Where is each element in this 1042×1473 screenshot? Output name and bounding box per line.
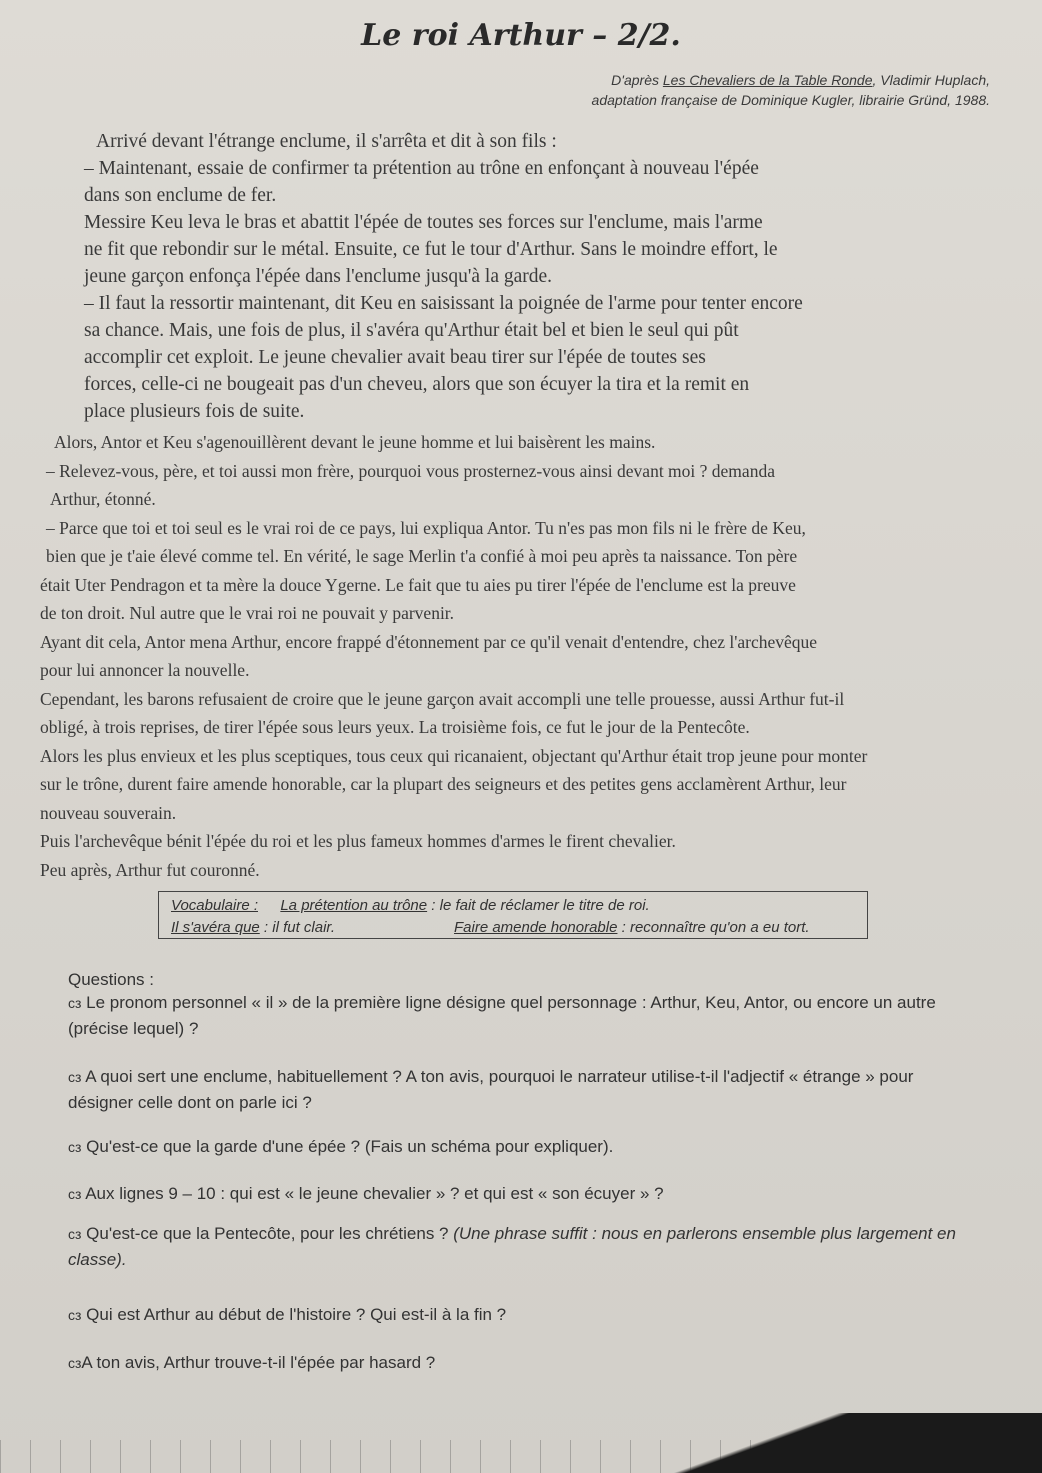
text-line: pour lui annoncer la nouvelle.: [40, 660, 250, 680]
text-line: – Il faut la ressortir maintenant, dit Keu en saisissant la poignée de l'arme pour tenter encore: [84, 293, 803, 314]
text-line: Alors, Antor et Keu s'agenouillèrent devant le jeune homme et lui baisèrent les mains.: [54, 432, 656, 452]
vocab-definition: : le fait de réclamer le titre de roi.: [427, 897, 650, 914]
text-line: bien que je t'aie élevé comme tel. En vérité, le sage Merlin t'a confié à moi peu après ta naissance. Ton père: [46, 546, 798, 566]
text-line: – Relevez-vous, père, et toi aussi mon frère, pourquoi vous prosternez-vous ainsi devant moi ? demanda: [46, 460, 775, 481]
text-line: – Maintenant, essaie de confirmer ta prétention au trône en enfonçant à nouveau l'épée: [84, 158, 759, 179]
question-item: [68, 1134, 978, 1160]
text-line: de ton droit. Nul autre que le vrai roi ne pouvait y parvenir.: [40, 603, 455, 623]
question-text: A quoi sert une enclume, habituellement ? A ton avis, pourquoi le narrateur utilise-t-il l'adjectif « étrange » pour désigner celle dont on parle ici ?: [68, 1067, 914, 1112]
question-text: Qui est Arthur au début de l'histoire ? Qui est-il à la fin ?: [86, 1305, 507, 1324]
bullet-icon: ᴄᴈ: [68, 1307, 82, 1323]
text-line: nouveau souverain.: [40, 802, 177, 823]
vocab-term: Il s'avéra que: [171, 919, 260, 936]
question-text: A ton avis, Arthur trouve-t-il l'épée par hasard ?: [81, 1353, 436, 1372]
question-item: [68, 1064, 978, 1116]
text-line: Arrivé devant l'étrange enclume, il s'arrêta et dit à son fils :: [96, 131, 557, 152]
bullet-icon: ᴄᴈ: [68, 995, 82, 1011]
question-item: [68, 1302, 978, 1328]
questions-heading: Questions :: [68, 970, 154, 989]
vocabulary-box: [158, 891, 868, 939]
source-author: , Vladimir Huplach,: [872, 72, 990, 88]
question-text: Aux lignes 9 – 10 : qui est « le jeune chevalier » ? et qui est « son écuyer » ?: [85, 1184, 664, 1203]
text-line: jeune garçon enfonça l'épée dans l'enclume jusqu'à la garde.: [84, 266, 553, 287]
source-book: Les Chevaliers de la Table Ronde: [662, 72, 873, 88]
bullet-icon: ᴄᴈ: [68, 1226, 82, 1242]
question-item: [68, 1350, 978, 1376]
story-part-2: [40, 428, 867, 884]
vocab-definition: : il fut clair.: [259, 919, 336, 936]
vocab-term: Faire amende honorable: [454, 919, 618, 936]
vocab-term: La prétention au trône: [280, 897, 428, 914]
question-text: Qu'est-ce que la Pentecôte, pour les chrétiens ?: [86, 1224, 454, 1243]
vocab-row-1: [171, 897, 650, 914]
text-line: Peu après, Arthur fut couronné.: [40, 859, 260, 880]
page-title: Le roi Arthur – 2/2.: [361, 18, 681, 53]
text-line: était Uter Pendragon et ta mère la douce Ygerne. Le fait que tu aies pu tirer l'épée de l'enclume est la preuve: [40, 574, 796, 595]
text-line: dans son enclume de fer.: [84, 185, 277, 206]
text-line: Ayant dit cela, Antor mena Arthur, encore frappé d'étonnement par ce qu'il venait d'entendre, chez l'archevêque: [40, 631, 818, 652]
bullet-icon: ᴄᴈ: [68, 1069, 82, 1085]
question-item: [68, 1221, 978, 1273]
question-item: [68, 1181, 978, 1207]
shadow-corner: [592, 1413, 1042, 1473]
vocab-row-2b: [454, 919, 810, 936]
text-line: place plusieurs fois de suite.: [84, 401, 305, 422]
text-line: – Parce que toi et toi seul es le vrai roi de ce pays, lui expliqua Antor. Tu n'es pas mon fils ni le frère de Keu,: [46, 517, 806, 538]
text-line: Alors les plus envieux et les plus sceptiques, tous ceux qui ricanaient, objectant qu'Arthur était trop jeune pour monter: [40, 745, 868, 766]
source-line-2: adaptation française de Dominique Kugler, librairie Gründ, 1988.: [591, 92, 990, 108]
question-note: (Une phrase suffit : nous en parlerons ensemble plus largement en classe).: [68, 1224, 956, 1269]
question-text: Qu'est-ce que la garde d'une épée ? (Fais un schéma pour expliquer).: [86, 1137, 614, 1156]
text-line: Arthur, étonné.: [50, 489, 156, 509]
vocab-label: Vocabulaire :: [171, 897, 258, 914]
bullet-icon: ᴄᴈ: [68, 1186, 82, 1202]
text-line: sur le trône, durent faire amende honorable, car la plupart des seigneurs et des petites gens acclamèrent Arthur, leur: [40, 774, 847, 794]
vocab-definition: : reconnaître qu'on a eu tort.: [617, 919, 810, 936]
question-item: [68, 990, 978, 1042]
story-part-1: [84, 128, 803, 425]
text-line: forces, celle-ci ne bougeait pas d'un cheveu, alors que son écuyer la tira et la remit en: [84, 374, 750, 395]
source-prefix: D'après: [611, 72, 663, 88]
source-line-1: [611, 72, 990, 88]
bullet-icon: ᴄᴈ: [68, 1355, 82, 1371]
text-line: sa chance. Mais, une fois de plus, il s'avéra qu'Arthur était bel et bien le seul qui pût: [84, 320, 739, 341]
text-line: Cependant, les barons refusaient de croire que le jeune garçon avait accompli une telle prouesse, aussi Arthur fut-il: [40, 688, 845, 709]
bullet-icon: ᴄᴈ: [68, 1139, 82, 1155]
text-line: obligé, à trois reprises, de tirer l'épée sous leurs yeux. La troisième fois, ce fut le jour de la Pentecôte.: [40, 717, 750, 737]
text-line: ne fit que rebondir sur le métal. Ensuite, ce fut le tour d'Arthur. Sans le moindre effort, le: [84, 239, 778, 260]
text-line: Puis l'archevêque bénit l'épée du roi et les plus fameux hommes d'armes le firent chevalier.: [40, 831, 676, 851]
vocab-row-2a: [171, 919, 335, 936]
text-line: accomplir cet exploit. Le jeune chevalier avait beau tirer sur l'épée de toutes ses: [84, 347, 706, 368]
text-line: Messire Keu leva le bras et abattit l'épée de toutes ses forces sur l'enclume, mais l'arme: [84, 212, 763, 233]
question-text: Le pronom personnel « il » de la première ligne désigne quel personnage : Arthur, Keu, Antor, ou encore un autre (précise lequel) ?: [68, 993, 936, 1038]
